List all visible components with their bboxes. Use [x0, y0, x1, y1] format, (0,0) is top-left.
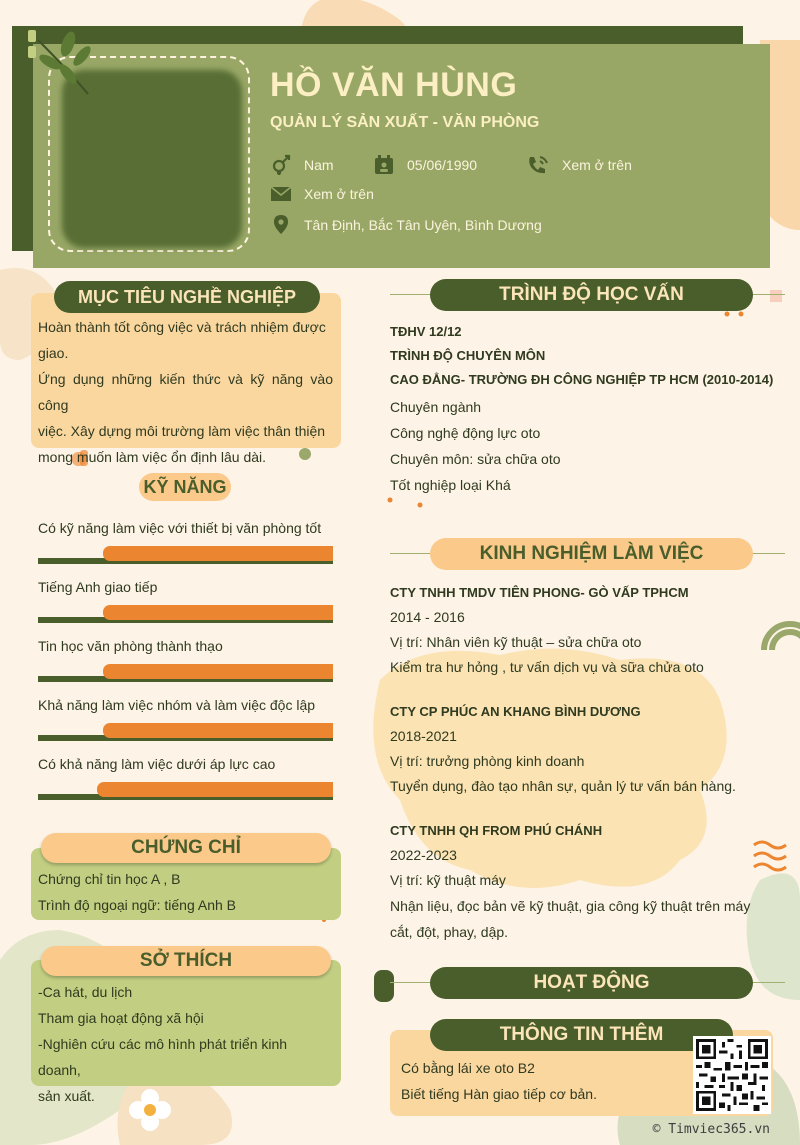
hobbies-text: -Ca hát, du lịch Tham gia hoạt động xã hội -Nghiên cứu các mô hình phát triển kinh doanh, sản xuất.	[38, 984, 288, 1104]
job-company: CTY TNHH QH FROM PHÚ CHÁNH	[390, 823, 603, 838]
skill-label: Có khả năng làm việc dưới áp lực cao	[38, 756, 276, 772]
activities-heading: HOẠT ĐỘNG	[430, 967, 753, 999]
gender-row	[270, 154, 334, 176]
skill-bar-fill	[103, 605, 333, 620]
skill-label: Tin học văn phòng thành thạo	[38, 638, 223, 654]
hobbies-heading: SỞ THÍCH	[41, 946, 331, 976]
certificates-heading: CHỨNG CHỈ	[41, 833, 331, 863]
skill-bar-fill	[103, 546, 333, 561]
specialty-heading: TRÌNH ĐỘ CHUYÊN MÔN	[390, 348, 546, 363]
experience-heading: KINH NGHIỆM LÀM VIỆC	[430, 538, 753, 570]
job-role: Vị trí: trưởng phòng kinh doanh	[390, 753, 585, 769]
certificates-text: Chứng chỉ tin học A , B Trình độ ngoại ngữ: tiếng Anh B	[38, 871, 236, 913]
email-value: Xem ở trên	[304, 186, 374, 202]
education-content: TĐHV 12/12 TRÌNH ĐỘ CHUYÊN MÔN CAO ĐẲNG- TRƯỜNG ĐH CÔNG NGHIỆP TP HCM (2010-2014) Chuyên ngành Công nghệ động lực oto Chuyên môn: sửa chữa oto Tốt nghiệp loại Khá	[390, 320, 774, 498]
extra-text: Có bằng lái xe oto B2 Biết tiếng Hàn giao tiếp cơ bản.	[401, 1060, 597, 1102]
education-level: TĐHV 12/12	[390, 324, 462, 339]
job-desc: Tuyển dụng, đào tạo nhân sự, quản lý tư vấn bán hàng.	[390, 778, 736, 794]
objective-text: Hoàn thành tốt công việc và trách nhiệm được giao. Ứng dụng những kiến thức và kỹ năng vào công việc. Xây dựng môi trường làm việc thân thiện mong muốn làm việc ổn định lâu dài.	[38, 319, 333, 465]
job-period: 2022-2023	[390, 847, 457, 863]
job-company: CTY TNHH TMDV TIÊN PHONG- GÒ VẤP TPHCM	[390, 585, 689, 600]
email-row	[270, 184, 374, 204]
footer-watermark: © Timviec365.vn	[652, 1122, 770, 1137]
location-pin-icon	[270, 214, 292, 236]
envelope-icon	[270, 184, 292, 204]
education-heading: TRÌNH ĐỘ HỌC VẤN	[430, 279, 753, 311]
gender-icon	[270, 154, 292, 176]
job-period: 2018-2021	[390, 728, 457, 744]
job-1	[390, 580, 774, 680]
birthday-row	[373, 154, 477, 176]
phone-value: Xem ở trên	[562, 157, 632, 173]
job-role: Vị trí: kỹ thuật máy	[390, 872, 506, 888]
leaf-branch-icon	[28, 30, 98, 100]
school-name: CAO ĐẲNG- TRƯỜNG ĐH CÔNG NGHIỆP TP HCM (2010-2014)	[390, 372, 774, 387]
extra-heading: THÔNG TIN THÊM	[430, 1019, 733, 1051]
skills-heading: KỸ NĂNG	[139, 473, 231, 501]
skill-bar-fill	[103, 664, 333, 679]
calendar-icon	[373, 154, 395, 176]
objective-heading: MỤC TIÊU NGHỀ NGHIỆP	[54, 281, 320, 313]
phone-icon	[526, 154, 550, 176]
gender-value: Nam	[304, 157, 334, 173]
job-period: 2014 - 2016	[390, 609, 465, 625]
job-2	[390, 699, 774, 799]
skill-bar-fill	[103, 723, 333, 738]
job-3	[390, 818, 774, 945]
job-title: QUẢN LÝ SẢN XUẤT - VĂN PHÒNG	[270, 114, 540, 131]
phone-row	[526, 154, 632, 176]
candidate-name: HỒ VĂN HÙNG	[270, 66, 518, 104]
skill-label: Khả năng làm việc nhóm và làm việc độc lập	[38, 697, 316, 713]
address-row	[270, 214, 542, 236]
skill-bar-fill	[97, 782, 333, 797]
job-desc: Kiểm tra hư hỏng , tư vấn dịch vụ và sữa chửa oto	[390, 659, 704, 675]
skill-label: Tiếng Anh giao tiếp	[38, 579, 158, 595]
job-role: Vị trí: Nhân viên kỹ thuật – sửa chữa oto	[390, 634, 642, 650]
experience-content	[390, 580, 774, 945]
birthday-value: 05/06/1990	[407, 157, 478, 173]
job-desc: Nhận liệu, đọc bản vẽ kỹ thuật, gia công kỹ thuật trên máy cắt, đột, phay, dập.	[390, 898, 751, 940]
skill-label: Có kỹ năng làm việc với thiết bị văn phòng tốt	[38, 520, 322, 536]
qr-code-icon	[693, 1036, 771, 1114]
address-value: Tân Định, Bắc Tân Uyên, Bình Dương	[304, 217, 542, 233]
job-company: CTY CP PHÚC AN KHANG BÌNH DƯƠNG	[390, 704, 641, 719]
